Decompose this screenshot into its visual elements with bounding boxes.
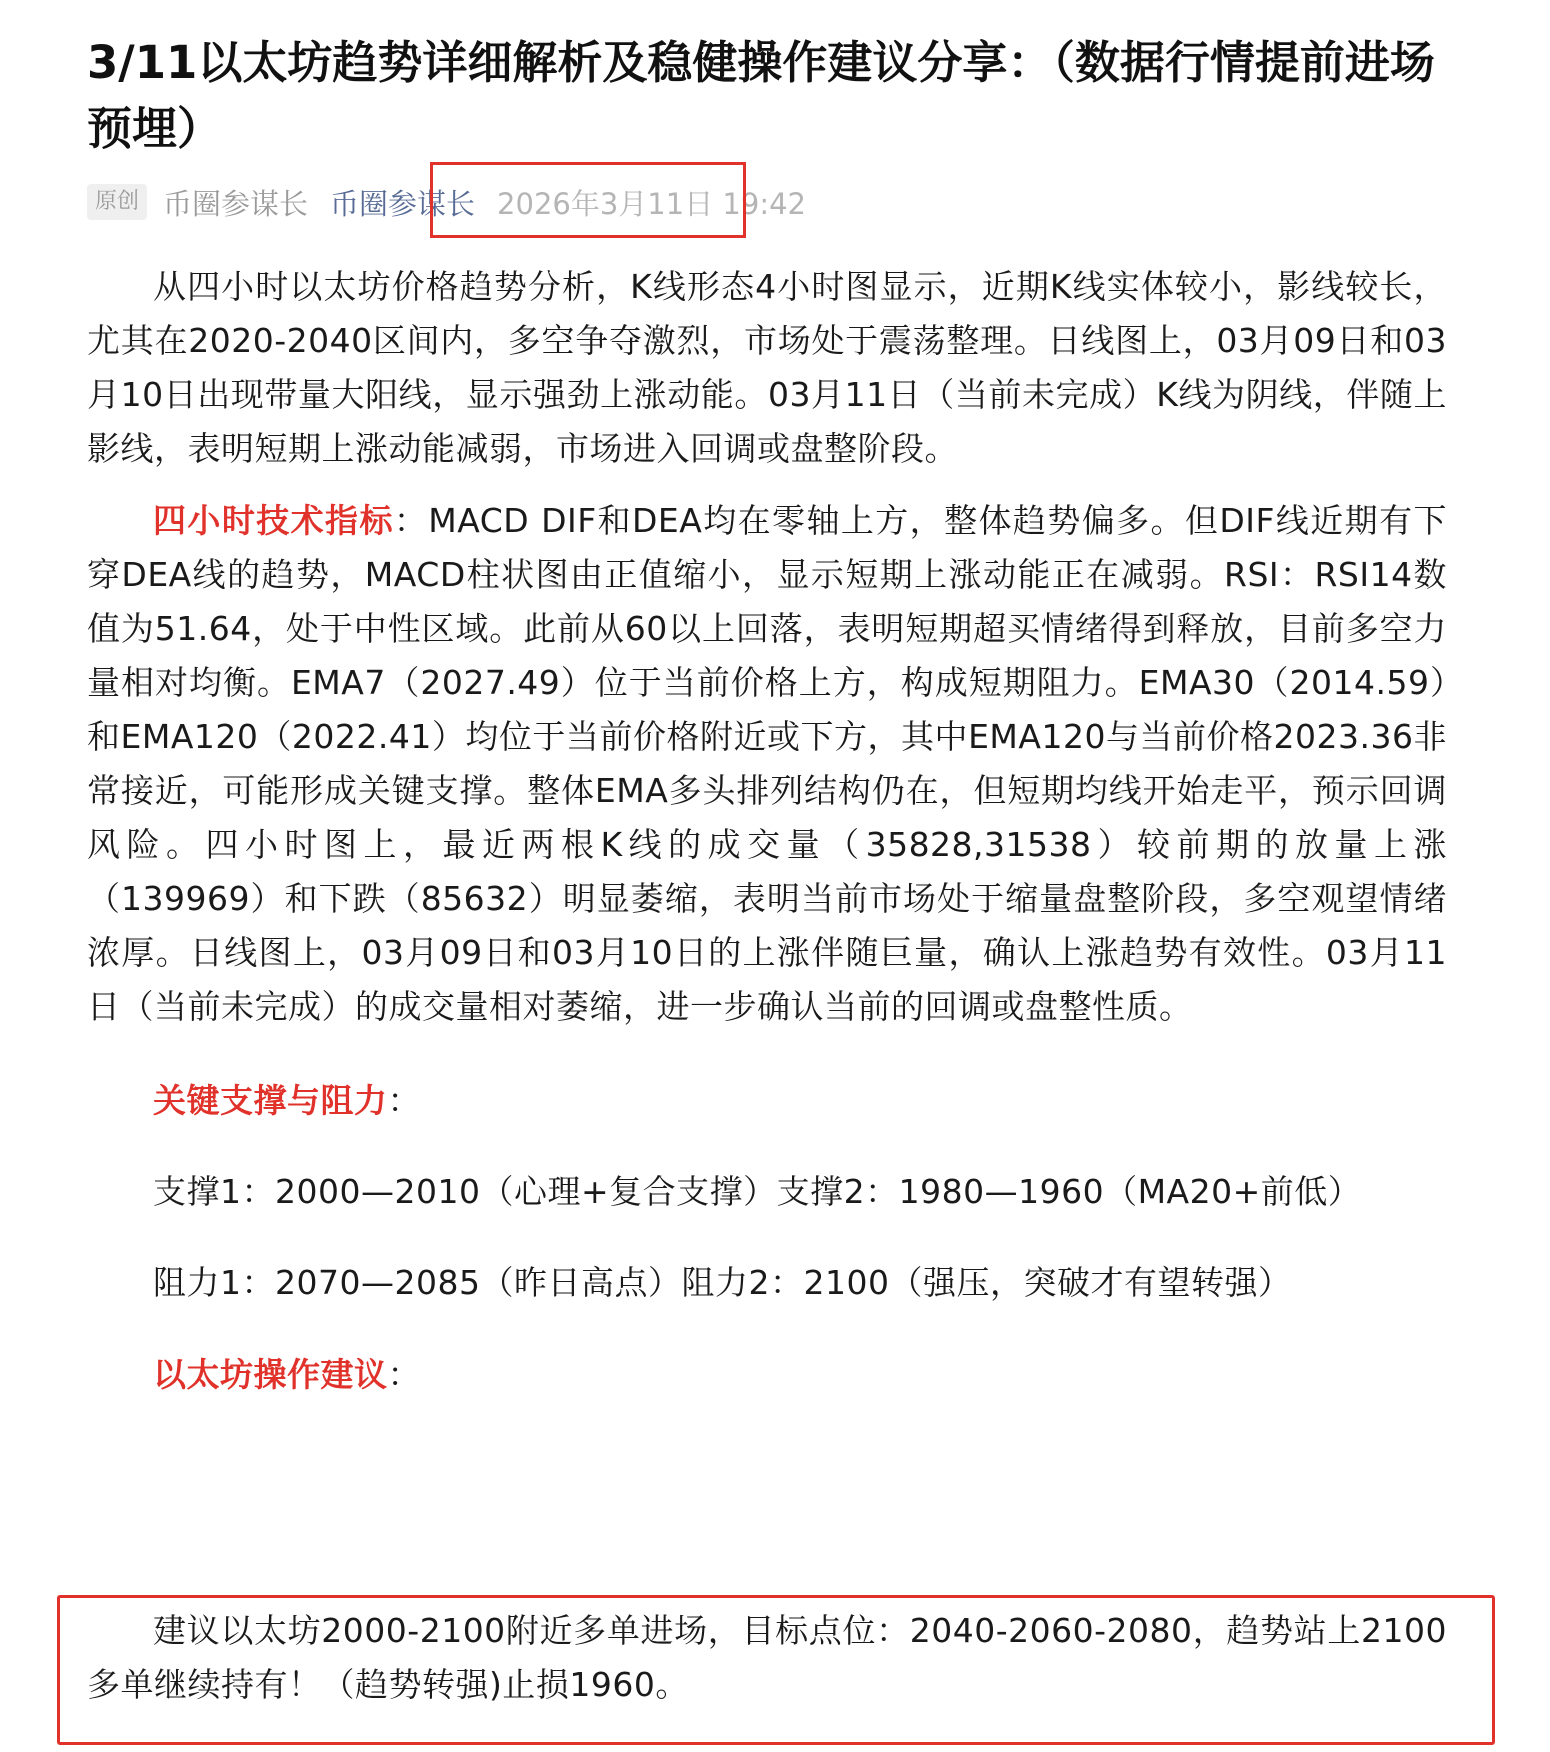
section-heading-operation: 以太坊操作建议 bbox=[153, 1355, 388, 1394]
paragraph-trend-analysis: 从四小时以太坊价格趋势分析，K线形态4小时图显示，近期K线实体较小，影线较长，尤其在2020-2040区间内，多空争夺激烈，市场处于震荡整理。日线图上，03月09日和03月10日出现带量大阳线，显示强劲上涨动能。03月11日（当前未完成）K线为阴线，伴随上影线，表明短期上涨动能减弱，市场进入回调或盘整阶段。 bbox=[87, 267, 1447, 468]
heading-colon: ： bbox=[387, 1355, 421, 1394]
section-heading-indicators: 四小时技术指标 bbox=[153, 501, 394, 540]
support-levels: 支撑1：2000—2010（心理+复合支撑）支撑2：1980—1960（MA20+前低） bbox=[153, 1172, 1362, 1211]
section-support-resistance bbox=[87, 1074, 1447, 1128]
section-heading-support-resistance: 关键支撑与阻力 bbox=[153, 1081, 388, 1120]
resistance-levels: 阻力1：2070—2085（昨日高点）阻力2：2100（强压，突破才有望转强） bbox=[153, 1263, 1292, 1302]
publish-date: 2026年3月11日 19:42 bbox=[497, 186, 806, 221]
suggestion-highlight-box bbox=[57, 1595, 1495, 1745]
article-title: 3/11以太坊趋势详细解析及稳健操作建议分享：（数据行情提前进场预埋） bbox=[87, 36, 1435, 155]
heading-colon: ： bbox=[387, 1081, 421, 1120]
indicators-body: ：MACD DIF和DEA均在零轴上方，整体趋势偏多。但DIF线近期有下穿DEA线的趋势，MACD柱状图由正值缩小，显示短期上涨动能正在减弱。RSI：RSI14数值为51.64，处于中性区域。此前从60以上回落，表明短期超买情绪得到释放，目前多空力量相对均衡。EMA7（2027.49）位于当前价格上方，构成短期阻力。EMA30（2014.59）和EMA120（2022.41）均位于当前价格附近或下方，其中EMA120与当前价格2023.36非常接近，可能形成关键支撑。整体EMA多头排列结构仍在，但短期均线开始走平，预示回调风险。四小时图上，最近两根K线的成交量（35828,31538）较前期的放量上涨（139969）和下跌（85632）明显萎缩，表明当前市场处于缩量盘整阶段，多空观望情绪浓厚。日线图上，03月09日和03月10日的上涨伴随巨量，确认上涨趋势有效性。03月11日（当前未完成）的成交量相对萎缩，进一步确认当前的回调或盘整性质。 bbox=[87, 501, 1447, 1026]
date-highlight-box bbox=[430, 162, 746, 238]
operation-suggestion: 建议以太坊2000-2100附近多单进场，目标点位：2040-2060-2080，趋势站上2100多单继续持有！（趋势转强)止损1960。 bbox=[87, 1611, 1447, 1704]
original-badge: 原创 bbox=[87, 184, 147, 220]
section-operation-advice bbox=[87, 1348, 1447, 1402]
account-link[interactable]: 币圈参谋长 bbox=[330, 186, 476, 221]
paragraph-technical-indicators bbox=[87, 494, 1447, 1034]
author-name: 币圈参谋长 bbox=[163, 186, 309, 221]
